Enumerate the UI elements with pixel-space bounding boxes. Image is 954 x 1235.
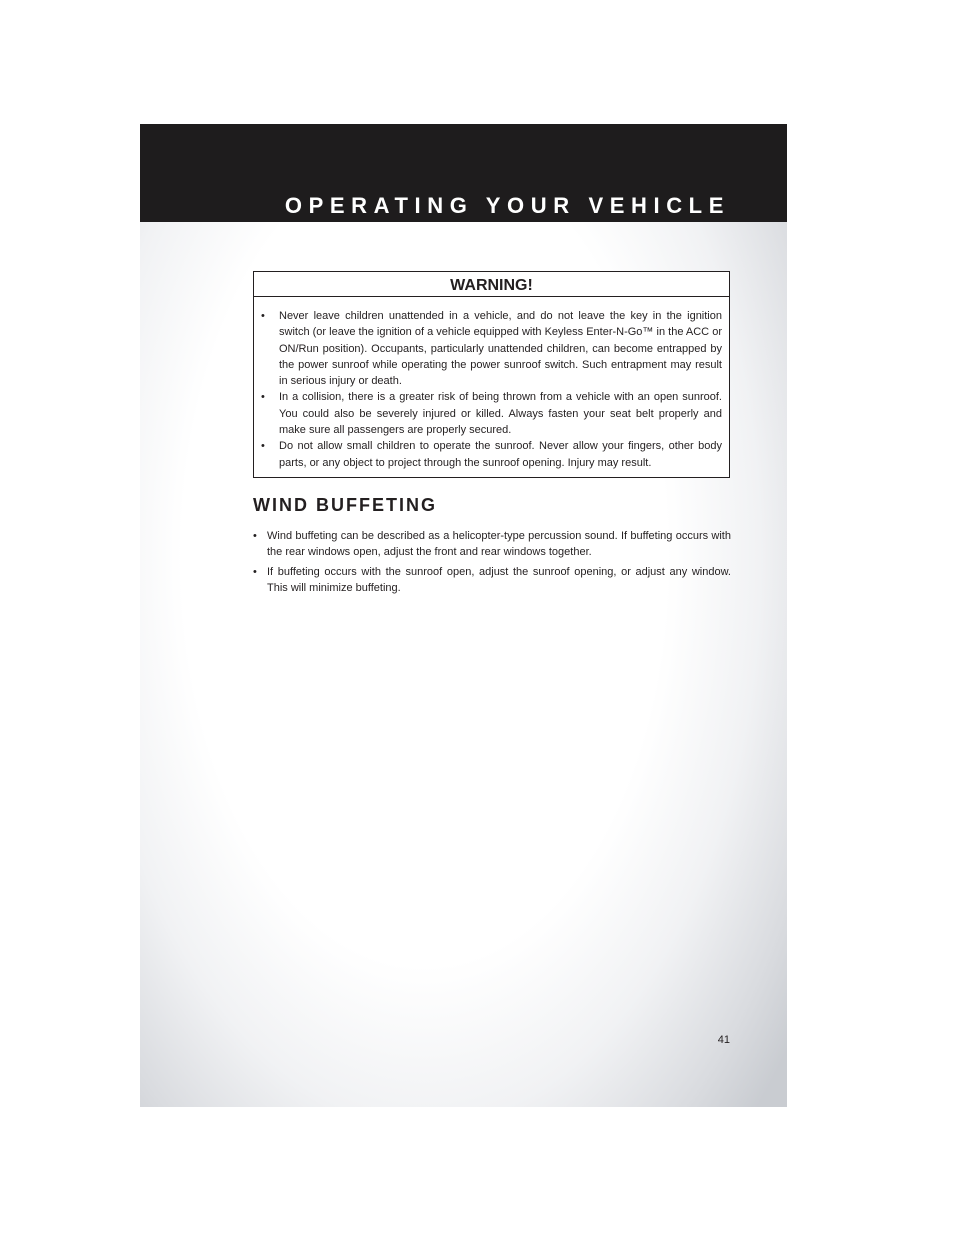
wind-buffeting-item bbox=[253, 528, 731, 561]
wind-buffeting-item-text: Wind buffeting can be described as a helicopter-type percussion sound. If buffeting occurs with the rear windows open, adjust the front and rear windows together. bbox=[267, 530, 731, 559]
bullet-marker: • bbox=[253, 566, 257, 579]
warning-heading: WARNING! bbox=[254, 272, 729, 297]
bullet-marker: • bbox=[261, 440, 265, 453]
manual-page bbox=[140, 124, 787, 1107]
warning-box bbox=[253, 271, 730, 478]
header-band bbox=[140, 124, 787, 222]
warning-item-text: Do not allow small children to operate the sunroof. Never allow your fingers, other body parts, or any object to project through the sunroof opening. Injury may result. bbox=[279, 440, 722, 469]
wind-buffeting-heading: WIND BUFFETING bbox=[253, 495, 437, 515]
bullet-marker: • bbox=[261, 391, 265, 404]
warning-item bbox=[261, 308, 722, 389]
bullet-marker: • bbox=[261, 310, 265, 322]
warning-list bbox=[254, 297, 729, 471]
bullet-marker: • bbox=[253, 530, 257, 542]
warning-item bbox=[261, 438, 722, 471]
warning-item-text: In a collision, there is a greater risk of being thrown from a vehicle with an open sunroof. You could also be severely injured or killed. Always fasten your seat belt properly and make sure all passengers are properly secured. bbox=[279, 391, 722, 437]
page-number: 41 bbox=[717, 1034, 730, 1046]
wind-buffeting-list bbox=[253, 528, 731, 600]
wind-buffeting-item bbox=[253, 564, 731, 597]
section-title: OPERATING YOUR VEHICLE bbox=[284, 193, 730, 218]
warning-item bbox=[261, 389, 722, 438]
warning-item-text: Never leave children unattended in a vehicle, and do not leave the key in the ignition switch (or leave the ignition of a vehicle equipped with Keyless Enter-N-Go™ in the ACC or ON/Run position). Occupants, particularly unattended children, can become entrapped by the power sunroof while operating the power sunroof switch. Such entrapment may result in serious injury or death. bbox=[279, 310, 722, 388]
wind-buffeting-item-text: If buffeting occurs with the sunroof open, adjust the sunroof opening, or adjust any window. This will minimize buffeting. bbox=[267, 566, 731, 595]
